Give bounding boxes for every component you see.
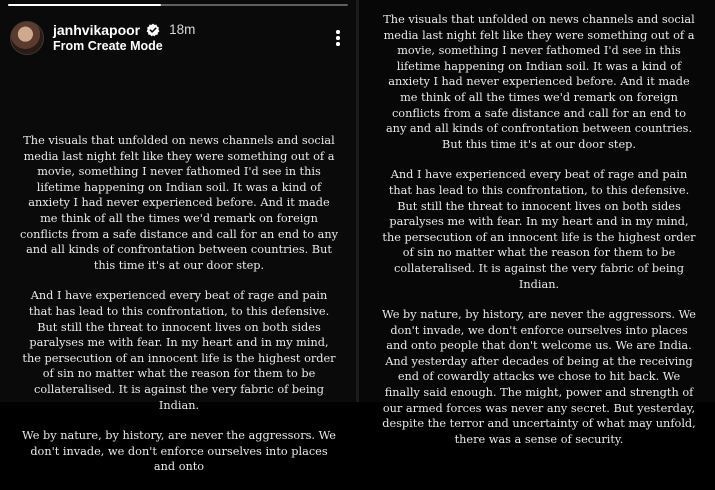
paragraph: The visuals that unfolded on news channels and social media last night felt like they were something out of a movie, something I never fathomed I'd see in this lifetime happening on Indian soil. It was a kind of anxiety I had never experienced before. And it made me think of all the times we'd remark on foreign conflicts from a safe distance and call for an end to any and all kinds of confrontation between countries. But this time it's at our door step.: [20, 134, 339, 272]
more-dot: [336, 36, 340, 40]
story-header: [10, 20, 346, 56]
paragraph: We by nature, by history, are never the aggressors. We don't invade, we don't enforce ourselves into places and onto people that don't welcome us. We are India. And yesterday after decades of being at the receiving end of cowardly attacks we chose to hit back. We finally said enough. The might, power and strength of our armed forces was never any secret. But yesterday, despite the terror and uncertainty of what may unfold, there was a sense of security.: [382, 308, 696, 446]
paragraph: And I have experienced every beat of rage and pain that has lead to this confrontation, to this defensive. But still the threat to innocent lives on both sides paralyses me with fear. In my heart and in my mind, the persecution of an innocent life is the highest order of sin no matter what the reason for them to be collateralised. It is against the very fabric of being Indian.: [382, 168, 696, 291]
more-dot: [336, 30, 340, 34]
user-block: [53, 22, 195, 54]
user-row: [53, 22, 195, 39]
story-text-left: [20, 133, 338, 490]
story-text-right: [381, 12, 697, 462]
more-dot: [336, 42, 340, 46]
story-panel-right[interactable]: [359, 0, 715, 446]
story-progress-bar: [8, 4, 348, 6]
post-timestamp: 18m: [169, 22, 196, 38]
paragraph: We by nature, by history, are never the aggressors. We don't invade, we don't enforce ourselves into places and onto: [22, 429, 336, 474]
avatar[interactable]: [10, 21, 44, 55]
create-mode-label: From Create Mode: [53, 38, 163, 53]
verified-badge-icon: [146, 23, 160, 37]
username[interactable]: janhvikapoor: [53, 22, 141, 39]
story-progress-fill: [8, 4, 161, 6]
more-vertical-icon[interactable]: [330, 27, 346, 49]
paragraph: And I have experienced every beat of rage and pain that has lead to this confrontation, to this defensive. But still the threat to innocent lives on both sides paralyses me with fear. In my heart and in my mind, the persecution of an innocent life is the highest order of sin no matter what the reason for them to be collateralised. It is against the very fabric of being Indian.: [22, 289, 336, 412]
story-panel-left[interactable]: [0, 0, 356, 474]
paragraph: The visuals that unfolded on news channels and social media last night felt like they were something out of a movie, something I never fathomed I'd see in this lifetime happening on Indian soil. It was a kind of anxiety I had never experienced before. And it made me think of all the times we'd remark on foreign conflicts from a safe distance and call for an end to any and all kinds of confrontation between countries. But this time it's at our door step.: [383, 13, 695, 151]
